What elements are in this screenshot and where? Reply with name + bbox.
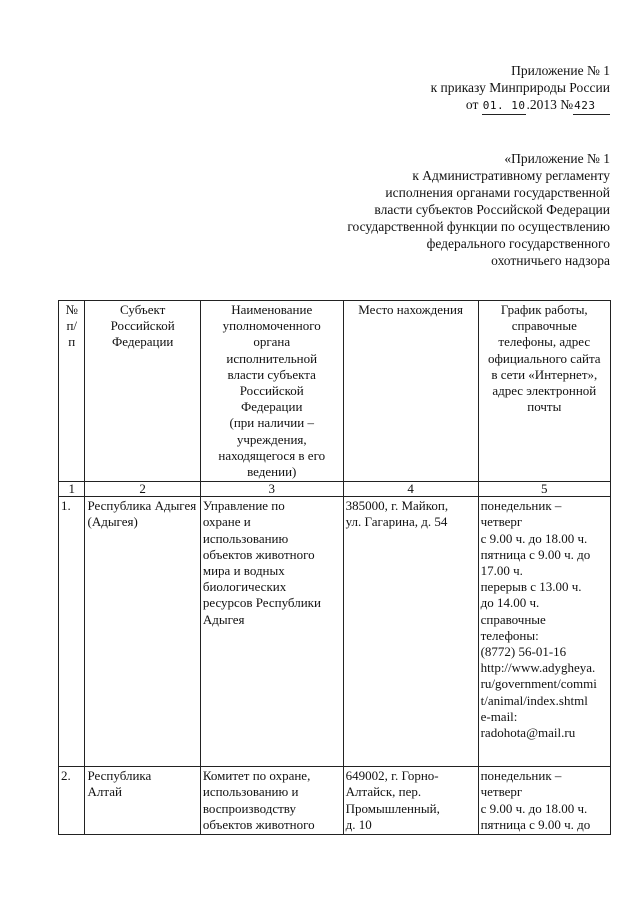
row-schedule: понедельник – четверг с 9.00 ч. до 18.00 ч. пятница с 9.00 ч. до: [478, 767, 610, 835]
regulation-line: государственной функции по осуществлению: [347, 219, 610, 234]
appendix-date-line: [431, 96, 610, 115]
col-number-index: 2: [85, 482, 200, 497]
table-row: [59, 497, 611, 767]
row-number: 1.: [59, 497, 85, 767]
col-number-index: 4: [343, 482, 478, 497]
col-schedule-header: График работы, справочные телефоны, адрес официального сайта в сети «Интернет», адрес электронной почты: [478, 301, 610, 482]
appendix-order-ref: к приказу Минприроды России: [430, 80, 610, 95]
row-organ: Управление по охране и использованию объектов животного мира и водных биологических ресурсов Республики Адыгея: [200, 497, 343, 767]
date-handwritten: 01. 10: [482, 96, 527, 115]
number-prefix: №: [560, 97, 574, 112]
row-organ: Комитет по охране, использованию и воспроизводству объектов животного: [200, 767, 343, 835]
table-row: [59, 767, 611, 835]
regulation-line: «Приложение № 1: [504, 151, 610, 166]
row-location: 649002, г. Горно- Алтайск, пер. Промышленный, д. 10: [343, 767, 478, 835]
regulation-line: к Административному регламенту: [412, 168, 610, 183]
col-location-header: Место нахождения: [343, 301, 478, 482]
appendix-title: Приложение № 1: [511, 63, 610, 78]
col-organ-header: Наименование уполномоченного органа исполнительной власти субъекта Российской Федерации (при наличии – учреждения, находящегося в его ведении): [200, 301, 343, 482]
row-subject: Республика Алтай: [85, 767, 200, 835]
row-location: 385000, г. Майкоп, ул. Гагарина, д. 54: [343, 497, 478, 767]
authorities-table: [58, 300, 611, 835]
regulation-line: федерального государственного: [426, 236, 610, 251]
regulation-header: [347, 150, 610, 269]
col-number-header: № п/ п: [59, 301, 85, 482]
year: .2013: [526, 97, 557, 112]
col-subject-header: Субъект Российской Федерации: [85, 301, 200, 482]
appendix-header: [431, 62, 610, 115]
date-prefix: от: [465, 97, 479, 112]
regulation-line: власти субъектов Российской Федерации: [374, 202, 610, 217]
row-schedule: понедельник – четверг с 9.00 ч. до 18.00 ч. пятница с 9.00 ч. до 17.00 ч. перерыв с 13.00 ч. до 14.00 ч. справочные телефоны: (8772) 56-01-16 http://www.adygheya. ru/government/commi t/animal/index.shtml e-mail: radohota@mail.ru: [478, 497, 610, 767]
row-subject: Республика Адыгея (Адыгея): [85, 497, 200, 767]
number-handwritten: 423: [573, 96, 610, 115]
col-number-index: 5: [478, 482, 610, 497]
regulation-line: исполнения органами государственной: [385, 185, 610, 200]
regulation-line: охотничьего надзора: [491, 253, 610, 268]
table-header-row: [59, 301, 611, 482]
row-number: 2.: [59, 767, 85, 835]
col-number-index: 1: [59, 482, 85, 497]
col-number-index: 3: [200, 482, 343, 497]
column-numbers-row: [59, 482, 611, 497]
